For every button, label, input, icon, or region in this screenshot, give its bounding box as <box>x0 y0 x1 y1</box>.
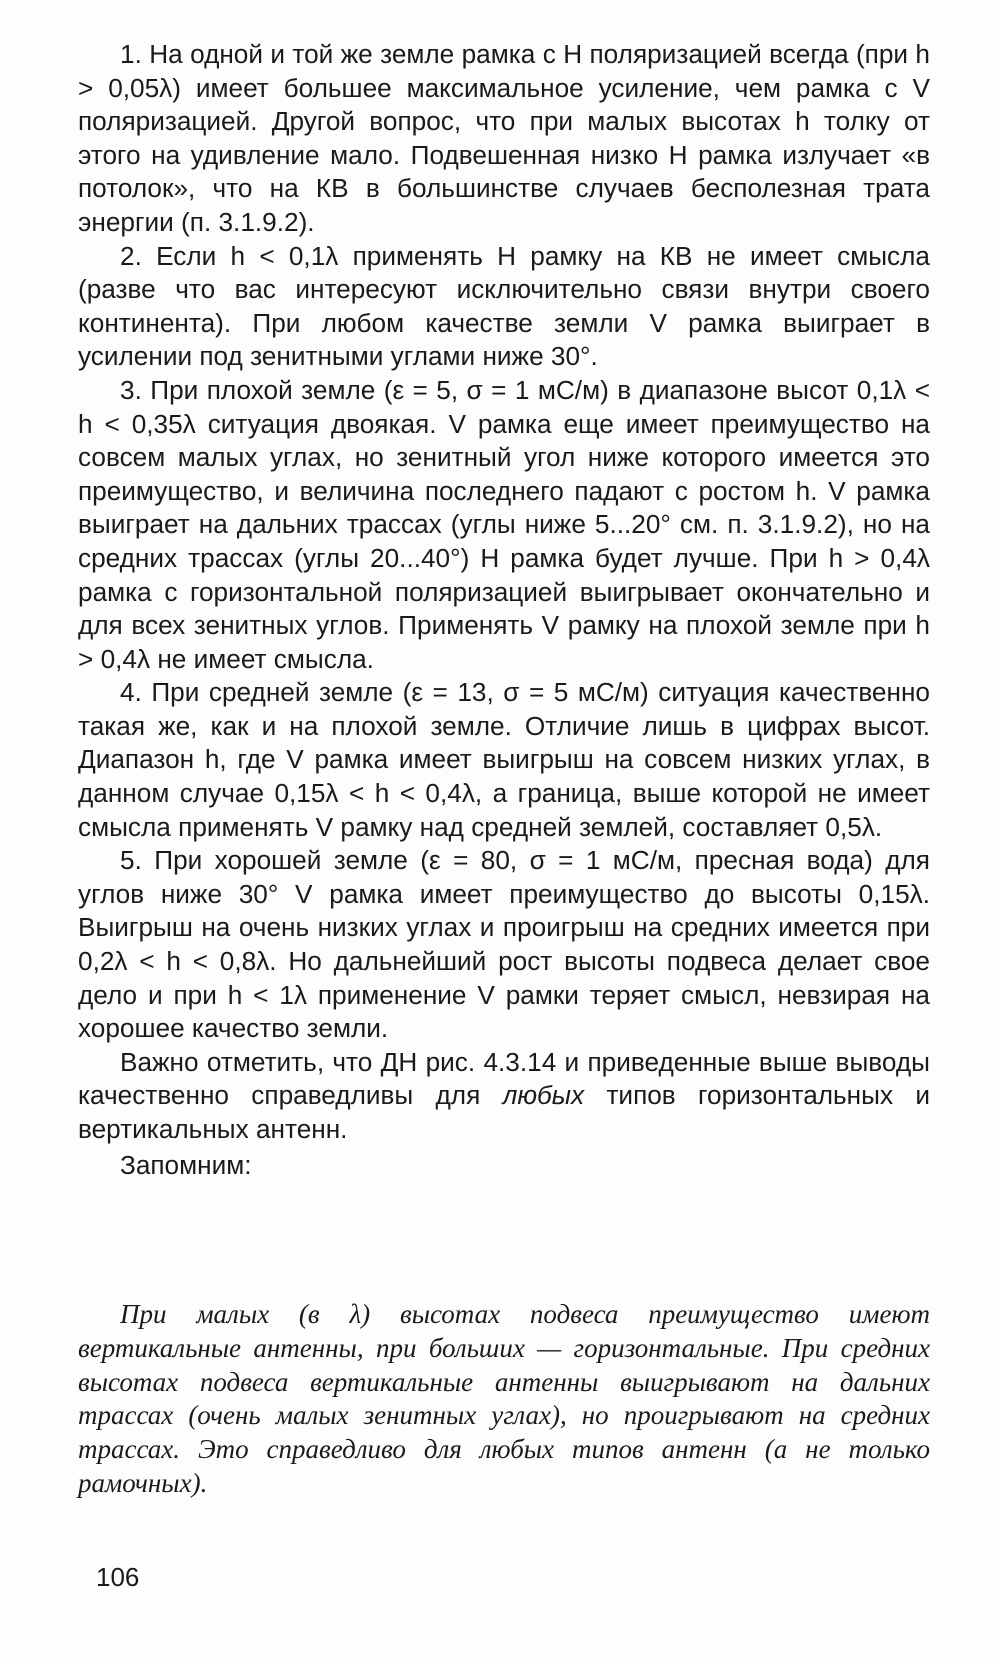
page-number: 106 <box>96 1562 140 1592</box>
conclusion-paragraph-2: 2. Если h < 0,1λ применять H рамку на КВ не имеет смысла (разве что вас интересуют исключительно связи внутри своего континента). При любом качестве земли V рамка выиграет в усилении под зенитными углами ниже 30°. <box>78 240 930 372</box>
note-text-after: типов горизонтальных и вертикальных антенн. <box>78 1080 930 1144</box>
note-paragraph <box>78 1046 930 1147</box>
conclusion-paragraph-1: 1. На одной и той же земле рамка с H поляризацией всегда (при h > 0,05λ) имеет большее максимальное усиление, чем рамка с V поляризацией. Другой вопрос, что при малых высотах h толку от этого на удивление мало. Подвешенная низко H рамка излучает «в потолок», что на КВ в большинстве случаев бесполезная трата энергии (п. 3.1.9.2). <box>78 39 930 237</box>
conclusion-paragraph-5: 5. При хорошей земле (ε = 80, σ = 1 мС/м, пресная вода) для углов ниже 30° V рамка имеет преимущество до высоты 0,15λ. Выигрыш на очень низких углах и проигрыш на средних имеется при 0,2λ < h < 0,8λ. Но дальнейший рост высоты подвеса делает свое дело и при h < 1λ применение V рамки теряет смысл, невзирая на хорошее качество земли. <box>78 845 930 1044</box>
conclusion-paragraph-3: 3. При плохой земле (ε = 5, σ = 1 мС/м) в диапазоне высот 0,1λ < h < 0,35λ ситуация двоякая. V рамка еще имеет преимущество на совсем малых углах, но зенитный угол ниже которого имеется это преимущество, и величина последнего падают с ростом h. V рамка выиграет на дальних трассах (углы ниже 5...20° см. п. 3.1.9.2), но на средних трассах (углы 20...40°) H рамка будет лучше. При h > 0,4λ рамка с горизонтальной поляризацией выигрывает окончательно и для всех зенитных углов. Применять V рамку на плохой земле при h > 0,4λ не имеет смысла. <box>78 374 930 674</box>
summary-italic: При малых (в λ) высотах подвеса преимущество имеют вертикальные антенны, при больших — горизонтальные. При средних высотах подвеса вертикальные антенны выигрывают на дальних трассах (очень малых зенитных углах), но проигрывают на средних трассах. Это справедливо для любых типов антенн (а не только рамочных). <box>78 1299 930 1498</box>
note-text-before: Важно отметить, что ДН рис. 4.3.14 и приведенные выше выводы качественно справедливы для <box>78 1046 930 1111</box>
note-emphasis: любых <box>502 1080 585 1111</box>
memo-label: Запомним: <box>120 1149 252 1180</box>
conclusion-paragraph-4: 4. При средней земле (ε = 13, σ = 5 мС/м) ситуация качественно такая же, как и на плохой земле. Отличие лишь в цифрах высот. Диапазон h, где V рамка имеет выигрыш на совсем низких углах, в данном случае 0,15λ < h < 0,4λ, а граница, выше которой не имеет смысла применять V рамку над средней землей, составляет 0,5λ. <box>78 677 930 842</box>
body-text <box>78 38 930 1182</box>
